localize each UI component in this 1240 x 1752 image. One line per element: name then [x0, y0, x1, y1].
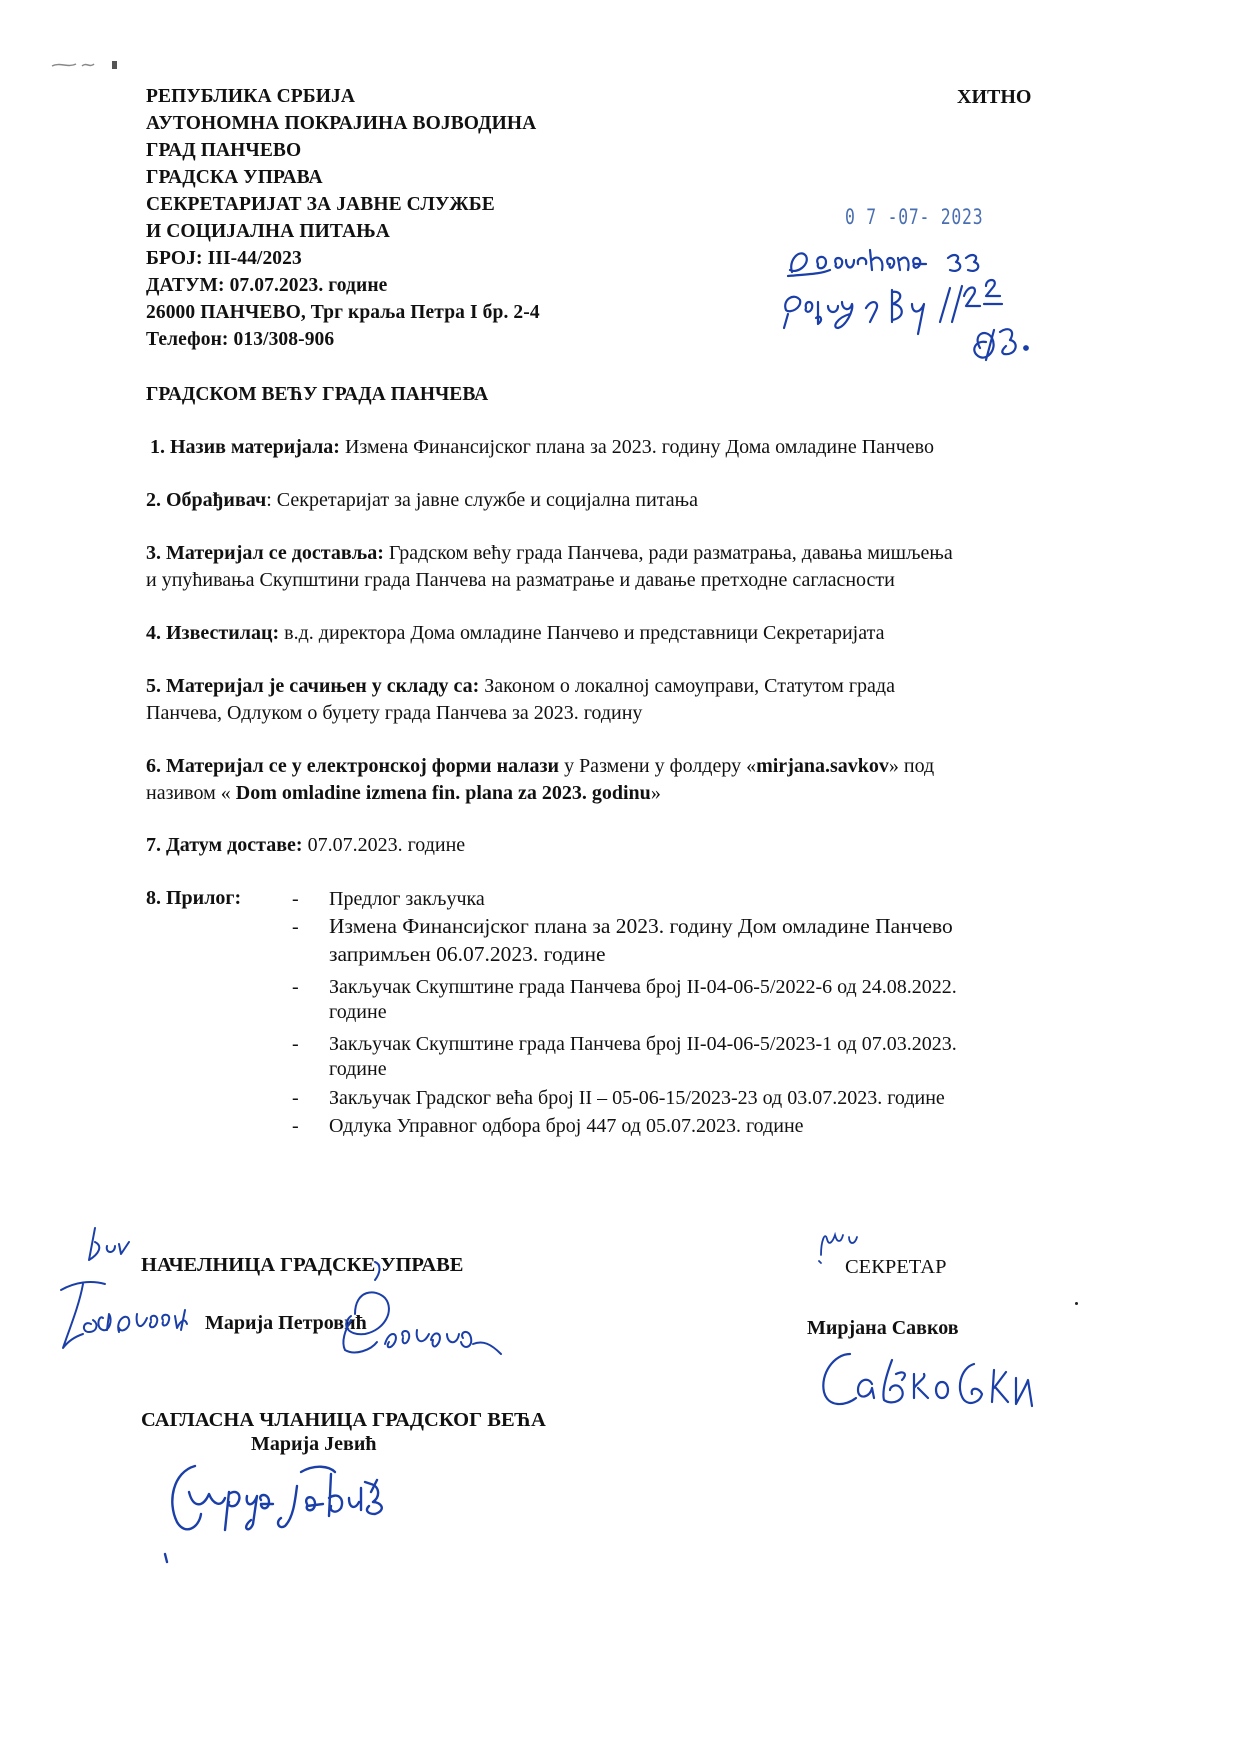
left-signatory-name: Марија Петровић	[205, 1312, 367, 1334]
item-text: в.д. директора Дома омладине Панчево и представници Секретаријата	[279, 622, 885, 644]
document-date: ДАТУМ: 07.07.2023. године	[146, 275, 388, 296]
addressee: ГРАДСКОМ ВЕЋУ ГРАДА ПАНЧЕВА	[146, 384, 489, 405]
file-name: Dom omladine izmena fin. plana za 2023. godinu	[235, 782, 651, 804]
header-line: ГРАД ПАНЧЕВО	[146, 140, 302, 161]
header-line: АУТОНОМНА ПОКРАЈИНА ВОЈВОДИНА	[146, 113, 537, 134]
secretary-initials	[815, 1225, 875, 1265]
secretary-name: Мирјана Савков	[807, 1317, 959, 1339]
item-text: Градском већу града Панчева, ради разматрања, давања мишљења	[383, 542, 953, 564]
item-text: Измена Финансијског плана за 2023. годину Дома омладине Панчево	[339, 436, 934, 458]
urgent-label: ХИТНО	[957, 86, 1032, 108]
item-label: 7. Датум доставе:	[146, 834, 303, 856]
header-line: РЕПУБЛИКА СРБИЈА	[146, 86, 356, 107]
handwritten-note	[780, 230, 1050, 380]
list-item: Измена Финансијског плана за 2023. годину Дом омладине Панчево	[329, 914, 953, 938]
item-label: 6. Материјал се у електронској форми налази	[146, 755, 560, 777]
item-text: : Секретаријат за јавне службе и социјална питања	[266, 489, 699, 511]
list-bullet: -	[292, 888, 299, 910]
item-label: 4. Известилац:	[146, 622, 280, 644]
received-stamp-date: 0 7 -07- 2023	[845, 205, 984, 229]
list-item-continued: године	[329, 1058, 387, 1080]
list-bullet: -	[292, 976, 299, 998]
list-bullet: -	[292, 1115, 299, 1137]
item-delivered-to	[146, 540, 953, 594]
item-legal-basis	[146, 673, 895, 727]
list-item-continued: године	[329, 1001, 387, 1023]
left-signatory-title: НАЧЕЛНИЦА ГРАДСКЕ УПРАВЕ	[141, 1254, 464, 1276]
item-label: 1. Назив материјала:	[150, 436, 340, 458]
left-signature	[55, 1220, 525, 1390]
item-text: » под	[888, 755, 935, 777]
item-delivery-date	[146, 832, 465, 859]
item-text-continued: Панчева, Одлуком о буџету града Панчева за 2023. годину	[146, 702, 643, 724]
scan-mark	[50, 58, 130, 78]
item-label: 2. Обрађивач	[146, 489, 267, 511]
list-bullet: -	[292, 1087, 299, 1109]
header-line: СЕКРЕТАРИЈАТ ЗА ЈАВНЕ СЛУЖБЕ	[146, 194, 495, 215]
list-item: Закључак Градског већа број II – 05-06-15/2023-23 од 03.07.2023. године	[329, 1087, 945, 1109]
item-text: називом «	[146, 782, 236, 804]
document-number: БРОЈ: III-44/2023	[146, 248, 302, 269]
list-item: Закључак Скупштине града Панчева број II-04-06-5/2022-6 од 24.08.2022.	[329, 976, 957, 998]
item-text: »	[650, 782, 661, 804]
council-member-name: Марија Јевић	[251, 1433, 377, 1455]
item-label: 3. Материјал се доставља:	[146, 542, 384, 564]
item-processor	[146, 487, 698, 514]
list-item: Закључак Скупштине града Панчева број II-04-06-5/2023-1 од 07.03.2023.	[329, 1033, 957, 1055]
folder-name: mirjana.savkov	[756, 755, 889, 777]
address: 26000 ПАНЧЕВО, Трг краља Петра I бр. 2-4	[146, 302, 540, 323]
secretary-signature	[810, 1340, 1040, 1430]
item-material-name	[150, 434, 934, 461]
item-electronic-form	[146, 753, 934, 807]
list-bullet: -	[292, 1033, 299, 1055]
item-text: 07.07.2023. године	[302, 834, 466, 856]
council-member-title: САГЛАСНА ЧЛАНИЦА ГРАДСКОГ ВЕЋА	[141, 1409, 546, 1431]
council-member-signature	[165, 1452, 465, 1562]
item-reporter	[146, 620, 884, 647]
item-text: у Размени у фолдеру «	[559, 755, 757, 777]
list-item: Одлука Управног одбора број 447 од 05.07.2023. године	[329, 1115, 804, 1137]
item-text-continued: и упућивања Скупштини града Панчева на разматрање и давање претходне сагласности	[146, 569, 895, 591]
scan-dot	[1075, 1302, 1078, 1305]
list-bullet: -	[292, 916, 299, 938]
item-label: 5. Материјал је сачињен у складу са:	[146, 675, 480, 697]
item-text: Законом о локалној самоуправи, Статутом града	[479, 675, 895, 697]
list-item-continued: запримљен 06.07.2023. године	[329, 942, 606, 966]
header-line: И СОЦИЈАЛНА ПИТАЊА	[146, 221, 390, 242]
list-item: Предлог закључка	[329, 888, 485, 910]
secretary-title: СЕКРЕТАР	[845, 1256, 947, 1278]
attachments-label: 8. Прилог:	[146, 887, 242, 909]
header-line: ГРАДСКА УПРАВА	[146, 167, 323, 188]
phone: Телефон: 013/308-906	[146, 329, 335, 350]
